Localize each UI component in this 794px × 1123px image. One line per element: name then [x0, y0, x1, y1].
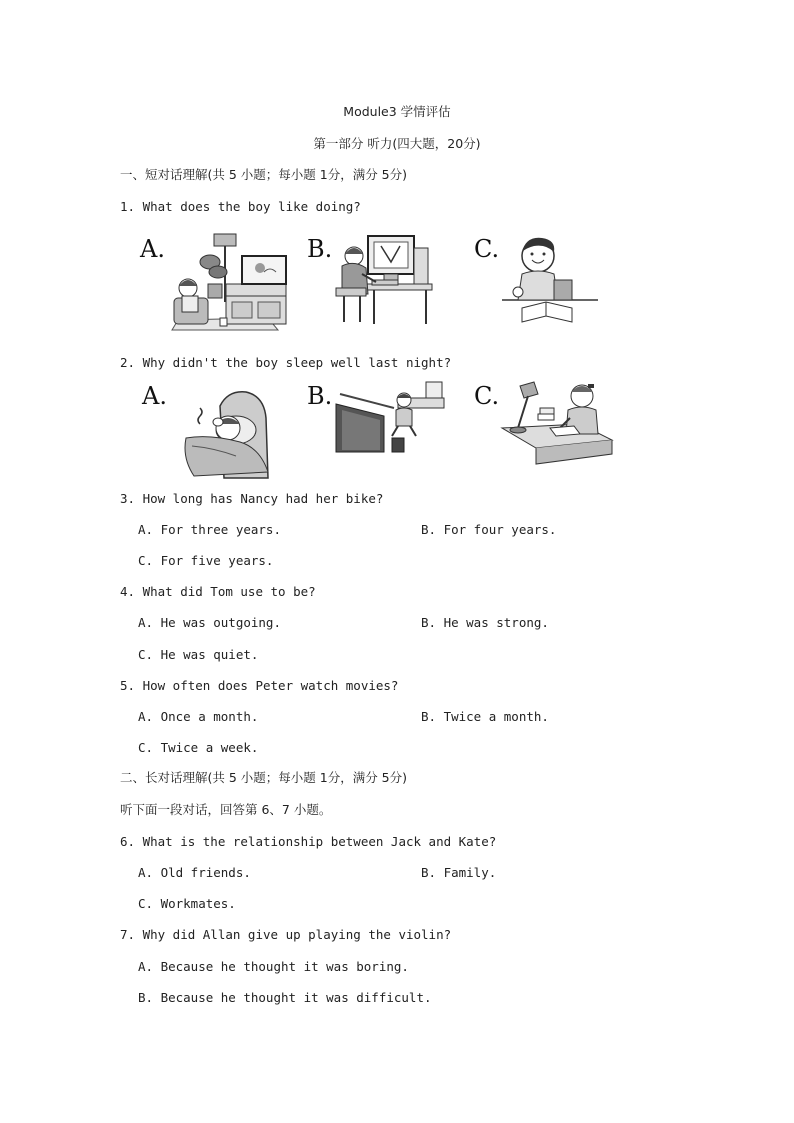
q1-option-b-letter: B.	[307, 235, 333, 263]
section2-instruction: 听下面一段对话，回答第 6、7 小题。	[120, 802, 332, 817]
q4-option-a: A. He was outgoing.	[138, 615, 281, 630]
boy-with-headache-in-bed-picture	[180, 388, 272, 480]
q2-option-c-letter: C.	[474, 382, 500, 410]
q6-option-c: C. Workmates.	[138, 896, 236, 911]
page-title: Module3 学情评估	[343, 104, 451, 119]
boy-using-computer-picture	[334, 232, 434, 326]
question-5: 5. How often does Peter watch movies?	[120, 678, 399, 693]
q3-option-b: B. For four years.	[421, 522, 557, 537]
q6-option-a: A. Old friends.	[138, 865, 251, 880]
q4-option-c: C. He was quiet.	[138, 647, 259, 662]
q2-option-b-letter: B.	[307, 382, 333, 410]
q5-option-a: A. Once a month.	[138, 709, 259, 724]
boy-watching-tv-picture	[168, 232, 290, 336]
q1-option-c-letter: C.	[474, 235, 500, 263]
boy-watching-tv-late-picture	[332, 380, 446, 454]
question-7: 7. Why did Allan give up playing the violin?	[120, 927, 452, 942]
question-1: 1. What does the boy like doing?	[120, 199, 361, 214]
q5-option-b: B. Twice a month.	[421, 709, 549, 724]
question-2: 2. Why didn't the boy sleep well last night?	[120, 355, 452, 370]
question-4: 4. What did Tom use to be?	[120, 584, 316, 599]
q7-option-a: A. Because he thought it was boring.	[138, 959, 409, 974]
q7-option-b: B. Because he thought it was difficult.	[138, 990, 432, 1005]
question-3: 3. How long has Nancy had her bike?	[120, 491, 384, 506]
q3-option-c: C. For five years.	[138, 553, 274, 568]
q1-option-a-letter: A.	[140, 235, 165, 263]
q6-option-b: B. Family.	[421, 865, 497, 880]
boy-reading-book-picture	[502, 234, 600, 328]
part-heading: 第一部分 听力(四大题，20分)	[313, 136, 481, 151]
q4-option-b: B. He was strong.	[421, 615, 549, 630]
q3-option-a: A. For three years.	[138, 522, 281, 537]
q5-option-c: C. Twice a week.	[138, 740, 259, 755]
boy-studying-at-desk-picture	[500, 378, 614, 474]
section2-heading: 二、长对话理解(共 5 小题；每小题 1分，满分 5分)	[120, 770, 408, 785]
q2-option-a-letter: A.	[142, 382, 167, 410]
section1-heading: 一、短对话理解(共 5 小题；每小题 1分，满分 5分)	[120, 167, 408, 182]
question-6: 6. What is the relationship between Jack and Kate?	[120, 834, 497, 849]
